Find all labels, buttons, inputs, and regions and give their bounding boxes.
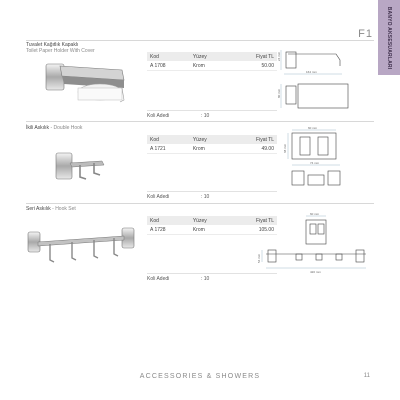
koli-value: : 10 [201,113,210,119]
dim-length: 420 mm [310,270,321,274]
product-price: 50.00 [229,61,277,71]
dim-width: 60 mm [310,212,320,216]
product-code: A 1728 [147,225,190,235]
koli-label: Koli Adedi [147,113,170,119]
technical-drawing [278,44,374,114]
double-hook-photo [50,139,120,191]
product-title: İkili Askılık - Double Hook [26,125,83,131]
product-surface: Krom [190,225,230,235]
footer-title: ACCESSORIES & SHOWERS [139,373,261,380]
product-title-en: Double Hook [53,125,83,131]
col-price: Fiyat TL [229,52,277,61]
col-surface: Yüzey [190,135,230,144]
product-title-en: Hook Set [55,206,76,212]
category-side-tab [378,0,400,75]
col-surface: Yüzey [190,52,230,61]
koli-value: : 10 [201,194,210,200]
spec-table [147,52,277,71]
product-section-3 [26,206,374,284]
spec-table [147,135,277,154]
dim-depth: 80 mm [277,88,281,98]
dim-height: 54 mm [257,253,261,263]
col-code: Kod [147,52,190,61]
product-title-tr: İkili Askılık [26,125,50,131]
col-surface: Yüzey [190,216,230,225]
product-surface: Krom [190,61,230,71]
dim-height: 24 mm [277,51,281,61]
col-price: Fiyat TL [229,216,277,225]
col-price: Fiyat TL [229,135,277,144]
dim-width: 60 mm [308,126,318,130]
koli-label: Koli Adedi [147,276,170,282]
col-code: Kod [147,216,190,225]
page-number: 11 [363,373,370,379]
product-title-tr: Tuvalet Kağıtlık Kapaklı [26,42,79,48]
product-section-1 [26,42,374,120]
product-code: A 1708 [147,61,190,71]
product-title: Seri Askılık - Hook Set [26,206,76,212]
koli-value: : 10 [201,276,210,282]
page-code: F1 [358,28,373,40]
section-divider [26,121,374,122]
dim-height: 68 mm [283,143,287,153]
product-code: A 1721 [147,144,190,154]
product-title-en: Toilet Paper Holder With Cover [26,48,95,54]
section-divider [26,203,374,204]
dim-depth: 74 mm [310,161,320,165]
product-section-2 [26,125,374,203]
product-price: 49.00 [229,144,277,154]
category-label: BANYO AKSESUARLARI [386,6,392,69]
dim-width: 164 mm [306,70,317,74]
top-divider [26,40,374,41]
koli-label: Koli Adedi [147,194,170,200]
product-title-tr: Seri Askılık [26,206,51,212]
koli-row [147,110,277,119]
product-price: 105.00 [229,225,277,235]
toilet-paper-holder-photo [40,58,132,106]
product-surface: Krom [190,144,230,154]
technical-drawing [258,210,374,276]
technical-drawing [278,125,374,197]
koli-row [147,191,277,200]
hook-set-photo [26,222,138,272]
col-code: Kod [147,135,190,144]
